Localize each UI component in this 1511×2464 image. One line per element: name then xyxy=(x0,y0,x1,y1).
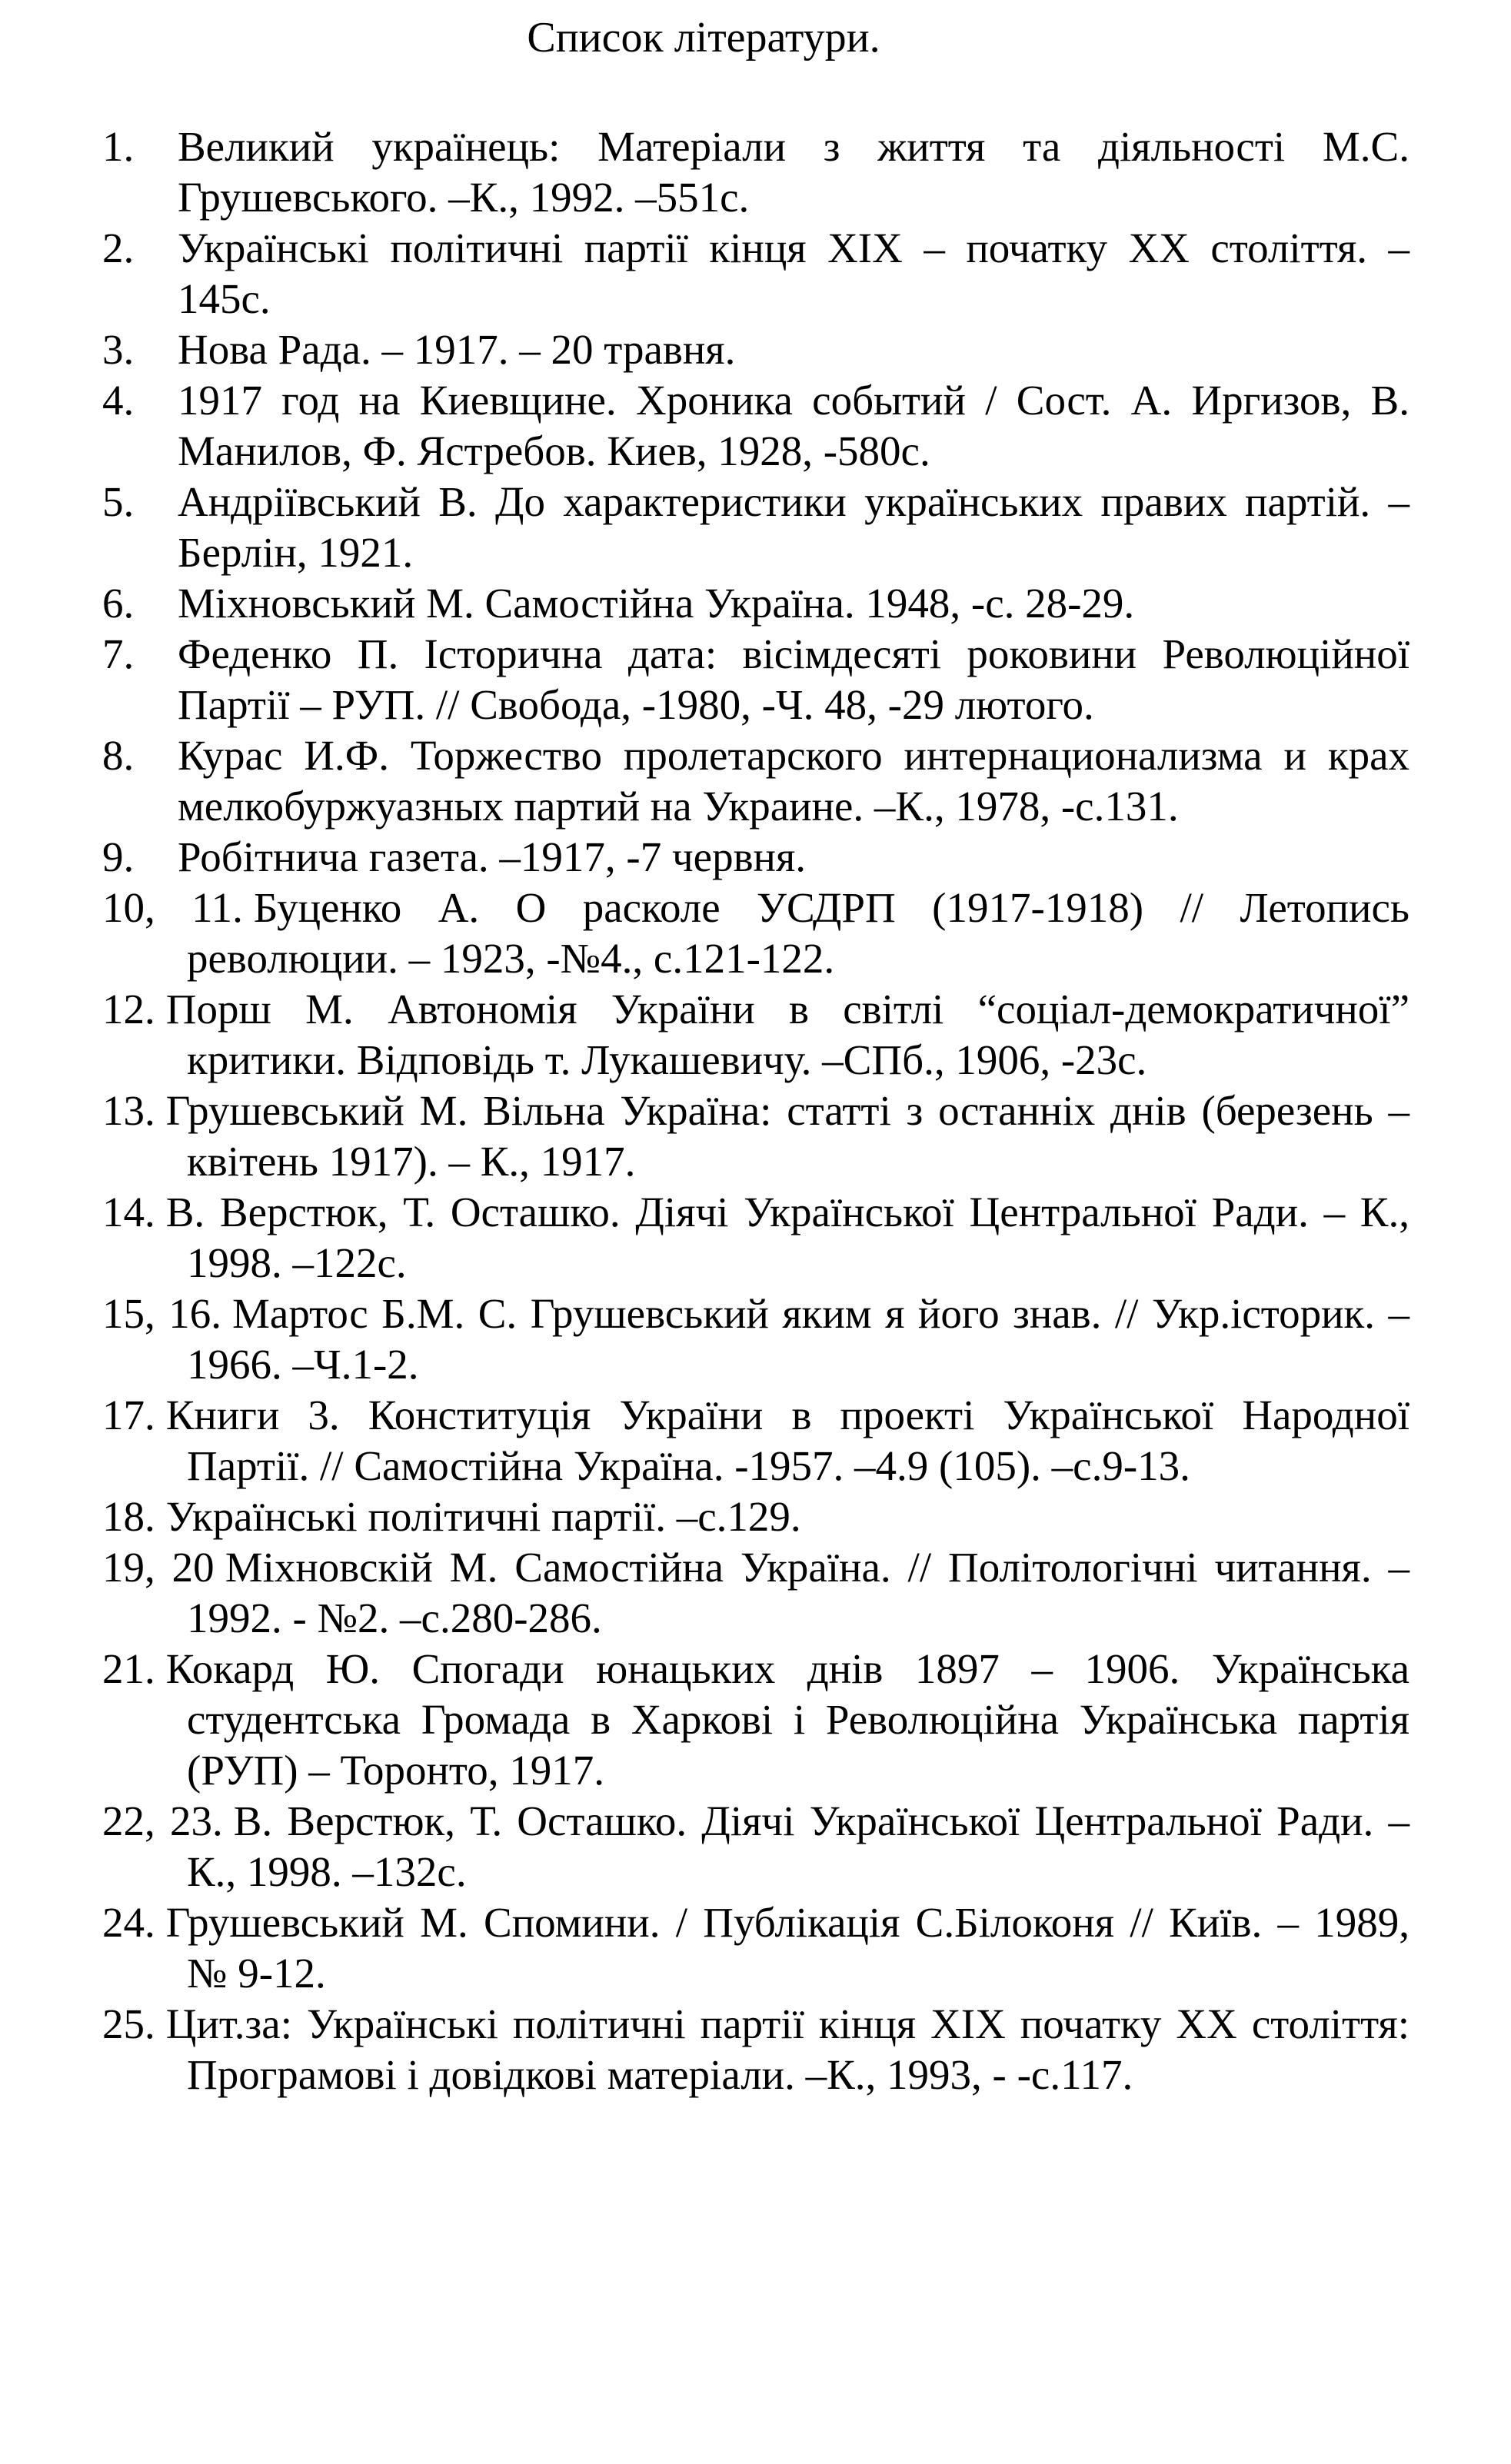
entry-number: 18. xyxy=(102,1493,155,1540)
entry-text: Курас И.Ф. Торжество пролетарского интернационализма и крах мелкобуржуазных партий на Украине. –К., 1978, -с.131. xyxy=(178,732,1409,830)
entry-text: В. Верстюк, Т. Осташко. Діячі Української Центральної Ради. – К., 1998. –122с. xyxy=(165,1189,1409,1286)
entry-text: Великий українець: Матеріали з життя та діяльності М.С. Грушевського. –К., 1992. –551с. xyxy=(178,123,1409,221)
page-title: Список літератури. xyxy=(527,14,880,62)
bibliography-entry xyxy=(102,832,1409,883)
entry-text: Цит.за: Українські політичні партії кінця XIX початку XX століття: Програмові і довідкові матеріали. –К., 1993, - -с.117. xyxy=(165,2000,1409,2098)
bibliography-entry xyxy=(102,477,1409,578)
entry-text: Андріївський В. До характеристики українських правих партій. – Берлін, 1921. xyxy=(178,478,1409,576)
entry-number: 4. xyxy=(102,377,135,424)
entry-number: 22, 23. xyxy=(102,1797,223,1844)
bibliography-entry xyxy=(102,1187,1409,1289)
bibliography-entry xyxy=(102,375,1409,477)
entry-text: Феденко П. Історична дата: вісімдесяті роковини Революційної Партії – РУП. // Свобода, -1980, -Ч. 48, -29 лютого. xyxy=(178,630,1409,728)
bibliography-entry xyxy=(102,1999,1409,2100)
bibliography-entry xyxy=(102,730,1409,832)
entry-number: 13. xyxy=(102,1087,155,1134)
entry-number: 1. xyxy=(102,123,135,170)
bibliography-entry xyxy=(102,223,1409,324)
entry-number: 14. xyxy=(102,1189,155,1235)
entry-text: Грушевський М. Спомини. / Публікація С.Білоконя // Київ. – 1989, № 9-12. xyxy=(165,1899,1409,1997)
bibliography-entry xyxy=(102,883,1409,984)
bibliography-entry xyxy=(102,1644,1409,1796)
entry-number: 6. xyxy=(102,580,135,627)
entry-number: 21. xyxy=(102,1645,155,1692)
entry-number: 3. xyxy=(102,326,135,373)
entry-number: 25. xyxy=(102,2000,155,2047)
entry-text: 1917 год на Киевщине. Хроника событий / Сост. А. Иргизов, В. Манилов, Ф. Ястребов. Киев, 1928, -580с. xyxy=(178,377,1409,474)
entry-text: Нова Рада. – 1917. – 20 травня. xyxy=(178,326,736,373)
entry-text: Міхновскій М. Самостійна Україна. // Політологічні читання. –1992. - №2. –с.280-286. xyxy=(187,1544,1409,1641)
entry-text: Буценко А. О расколе УСДРП (1917-1918) // Летопись революции. – 1923, -№4., с.121-122. xyxy=(187,884,1409,982)
entry-text: Міхновський М. Самостійна Україна. 1948, -с. 28-29. xyxy=(178,580,1135,627)
entry-text: Книги 3. Конституція України в проекті Української Народної Партії. // Самостійна Україна. -1957. –4.9 (105). –с.9-13. xyxy=(165,1392,1409,1489)
entry-text: В. Верстюк, Т. Осташко. Діячі Української Центральної Ради. – К., 1998. –132с. xyxy=(187,1797,1409,1895)
entry-number: 10, 11. xyxy=(102,884,243,931)
entry-number: 17. xyxy=(102,1392,155,1438)
bibliography-entry xyxy=(102,1542,1409,1644)
bibliography-entry xyxy=(102,1796,1409,1897)
entry-number: 24. xyxy=(102,1899,155,1946)
entry-number: 5. xyxy=(102,478,135,525)
entry-text: Робітнича газета. –1917, -7 червня. xyxy=(178,833,807,880)
bibliography-entry xyxy=(102,1897,1409,1999)
bibliography-entry xyxy=(102,1289,1409,1390)
entry-number: 9. xyxy=(102,833,135,880)
bibliography-entry xyxy=(102,1086,1409,1187)
bibliography-list xyxy=(102,121,1409,2100)
entry-text: Грушевський М. Вільна Україна: статті з останніх днів (березень – квітень 1917). – К., 1917. xyxy=(165,1087,1409,1185)
entry-text: Мартос Б.М. С. Грушевський яким я його знав. // Укр.історик. –1966. –Ч.1-2. xyxy=(187,1290,1410,1388)
entry-number: 7. xyxy=(102,630,135,677)
entry-number: 2. xyxy=(102,224,135,271)
bibliography-entry xyxy=(102,1390,1409,1491)
bibliography-entry xyxy=(102,984,1409,1086)
entry-text: Українські політичні партії кінця XIX – початку XX століття. – 145с. xyxy=(178,224,1409,322)
bibliography-entry xyxy=(102,578,1409,629)
entry-text: Порш М. Автономія України в світлі “соціал-демократичної” критики. Відповідь т. Лукашевичу. –СПб., 1906, -23с. xyxy=(165,986,1409,1083)
bibliography-entry xyxy=(102,121,1409,223)
bibliography-entry xyxy=(102,629,1409,730)
bibliography-entry xyxy=(102,1491,1409,1542)
entry-text: Кокард Ю. Спогади юнацьких днів 1897 – 1906. Українська студентська Громада в Харкові і Революційна Українська партія (РУП) – Торонто, 1917. xyxy=(165,1645,1409,1794)
entry-text: Українські політичні партії. –с.129. xyxy=(165,1493,801,1540)
entry-number: 8. xyxy=(102,732,135,779)
entry-number: 19, 20 xyxy=(102,1544,215,1591)
entry-number: 15, 16. xyxy=(102,1290,222,1337)
entry-number: 12. xyxy=(102,986,155,1032)
bibliography-entry xyxy=(102,324,1409,375)
